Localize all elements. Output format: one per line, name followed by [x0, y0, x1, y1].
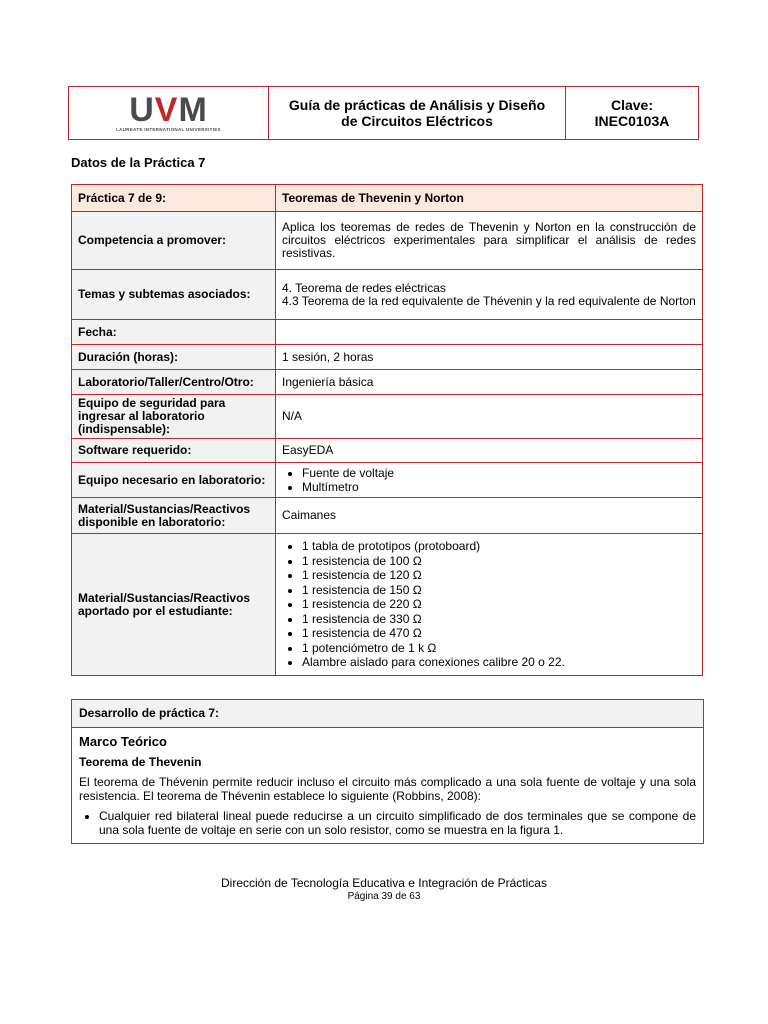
logo-subtitle: LAUREATE INTERNATIONAL UNIVERSITIES — [116, 126, 221, 132]
practice-number-label: Práctica 7 de 9: — [72, 185, 276, 212]
fecha-value — [276, 320, 703, 345]
software-value: EasyEDA — [276, 439, 703, 463]
seguridad-value: N/A — [276, 395, 703, 439]
clave-cell — [566, 87, 698, 139]
page-number: Página 39 de 63 — [347, 891, 421, 902]
duracion-label: Duración (horas): — [72, 345, 276, 370]
table-row — [72, 370, 703, 395]
clave-label: Clave: — [610, 97, 654, 113]
material-estudiante-list — [282, 539, 696, 670]
temas-label: Temas y subtemas asociados: — [72, 270, 276, 320]
material-estudiante-value — [276, 534, 703, 676]
seguridad-label: Equipo de seguridad para ingresar al laboratorio (indispensable): — [72, 395, 276, 439]
table-row — [72, 463, 703, 498]
table-row — [72, 212, 703, 270]
fecha-label: Fecha: — [72, 320, 276, 345]
section-title: Datos de la Práctica 7 — [71, 155, 206, 170]
footer-line: Dirección de Tecnología Educativa e Integración de Prácticas — [221, 876, 547, 890]
temas-line-2: 4.3 Teorema de la red equivalente de Thévenin y la red equivalente de Norton — [282, 293, 696, 308]
thevenin-paragraph: El teorema de Thévenin permite reducir incluso el circuito más complicado a una sola fuente de voltaje y una sola resistencia. El teorema de Thévenin establece lo siguiente (Robbins, 2008): — [79, 775, 696, 803]
table-row — [72, 270, 703, 320]
logo-wordmark: UVM — [129, 90, 208, 129]
temas-line-1: 4. Teorema de redes eléctricas — [282, 280, 446, 295]
material-estudiante-label: Material/Sustancias/Reactivos aportado por el estudiante: — [72, 534, 276, 676]
table-row — [72, 439, 703, 463]
marco-teorico-heading: Marco Teórico — [79, 734, 167, 749]
duracion-value: 1 sesión, 2 horas — [276, 345, 703, 370]
desarrollo-section — [71, 699, 704, 844]
title-line-2: de Circuitos Eléctricos — [341, 113, 493, 129]
thevenin-subtitle: Teorema de Thevenin — [79, 755, 202, 769]
laboratorio-label: Laboratorio/Taller/Centro/Otro: — [72, 370, 276, 395]
list-item: • Cualquier red bilateral lineal puede reducirse a un circuito simplificado de dos terminales que se compone de una sola fuente de voltaje en serie con un solo resistor, como se muestra en la figura 1. — [99, 809, 696, 837]
table-row — [72, 498, 703, 534]
temas-value — [276, 270, 703, 320]
list-item: • 1 resistencia de 120 Ω — [302, 568, 696, 583]
list-item: • 1 resistencia de 470 Ω — [302, 626, 696, 641]
table-row — [72, 534, 703, 676]
equipo-list — [282, 466, 696, 495]
uvm-logo — [116, 90, 221, 132]
document-header — [68, 86, 699, 140]
list-item: • 1 tabla de prototipos (protoboard) — [302, 539, 696, 554]
list-item: • 1 resistencia de 100 Ω — [302, 554, 696, 569]
competencia-label: Competencia a promover: — [72, 212, 276, 270]
practice-title: Teoremas de Thevenin y Norton — [276, 185, 703, 212]
equipo-label: Equipo necesario en laboratorio: — [72, 463, 276, 498]
desarrollo-header: Desarrollo de práctica 7: — [72, 700, 703, 728]
desarrollo-body — [72, 728, 703, 843]
list-item: • Fuente de voltaje — [302, 466, 696, 481]
practice-data-table — [71, 184, 703, 676]
document-title — [269, 87, 566, 139]
title-line-1: Guía de prácticas de Análisis y Diseño — [288, 97, 546, 113]
competencia-value: Aplica los teoremas de redes de Thevenin y Norton en la construcción de circuitos eléctricos experimentales para simplificar el análisis de redes resistivas. — [276, 212, 703, 270]
list-item: • 1 resistencia de 330 Ω — [302, 612, 696, 627]
material-disponible-value: Caimanes — [276, 498, 703, 534]
list-item: • 1 resistencia de 220 Ω — [302, 597, 696, 612]
material-disponible-label: Material/Sustancias/Reactivos disponible en laboratorio: — [72, 498, 276, 534]
table-row — [72, 395, 703, 439]
table-row — [72, 185, 703, 212]
list-item: • Alambre aislado para conexiones calibre 20 o 22. — [302, 655, 696, 670]
page-footer — [0, 876, 768, 902]
software-label: Software requerido: — [72, 439, 276, 463]
list-item: • 1 potenciómetro de 1 k Ω — [302, 641, 696, 656]
laboratorio-value: Ingeniería básica — [276, 370, 703, 395]
table-row — [72, 320, 703, 345]
list-item: • 1 resistencia de 150 Ω — [302, 583, 696, 598]
equipo-value — [276, 463, 703, 498]
clave-value: INEC0103A — [594, 113, 670, 129]
table-row — [72, 345, 703, 370]
logo-cell — [69, 87, 269, 139]
list-item: • Multímetro — [302, 480, 696, 495]
thevenin-list — [79, 809, 696, 837]
